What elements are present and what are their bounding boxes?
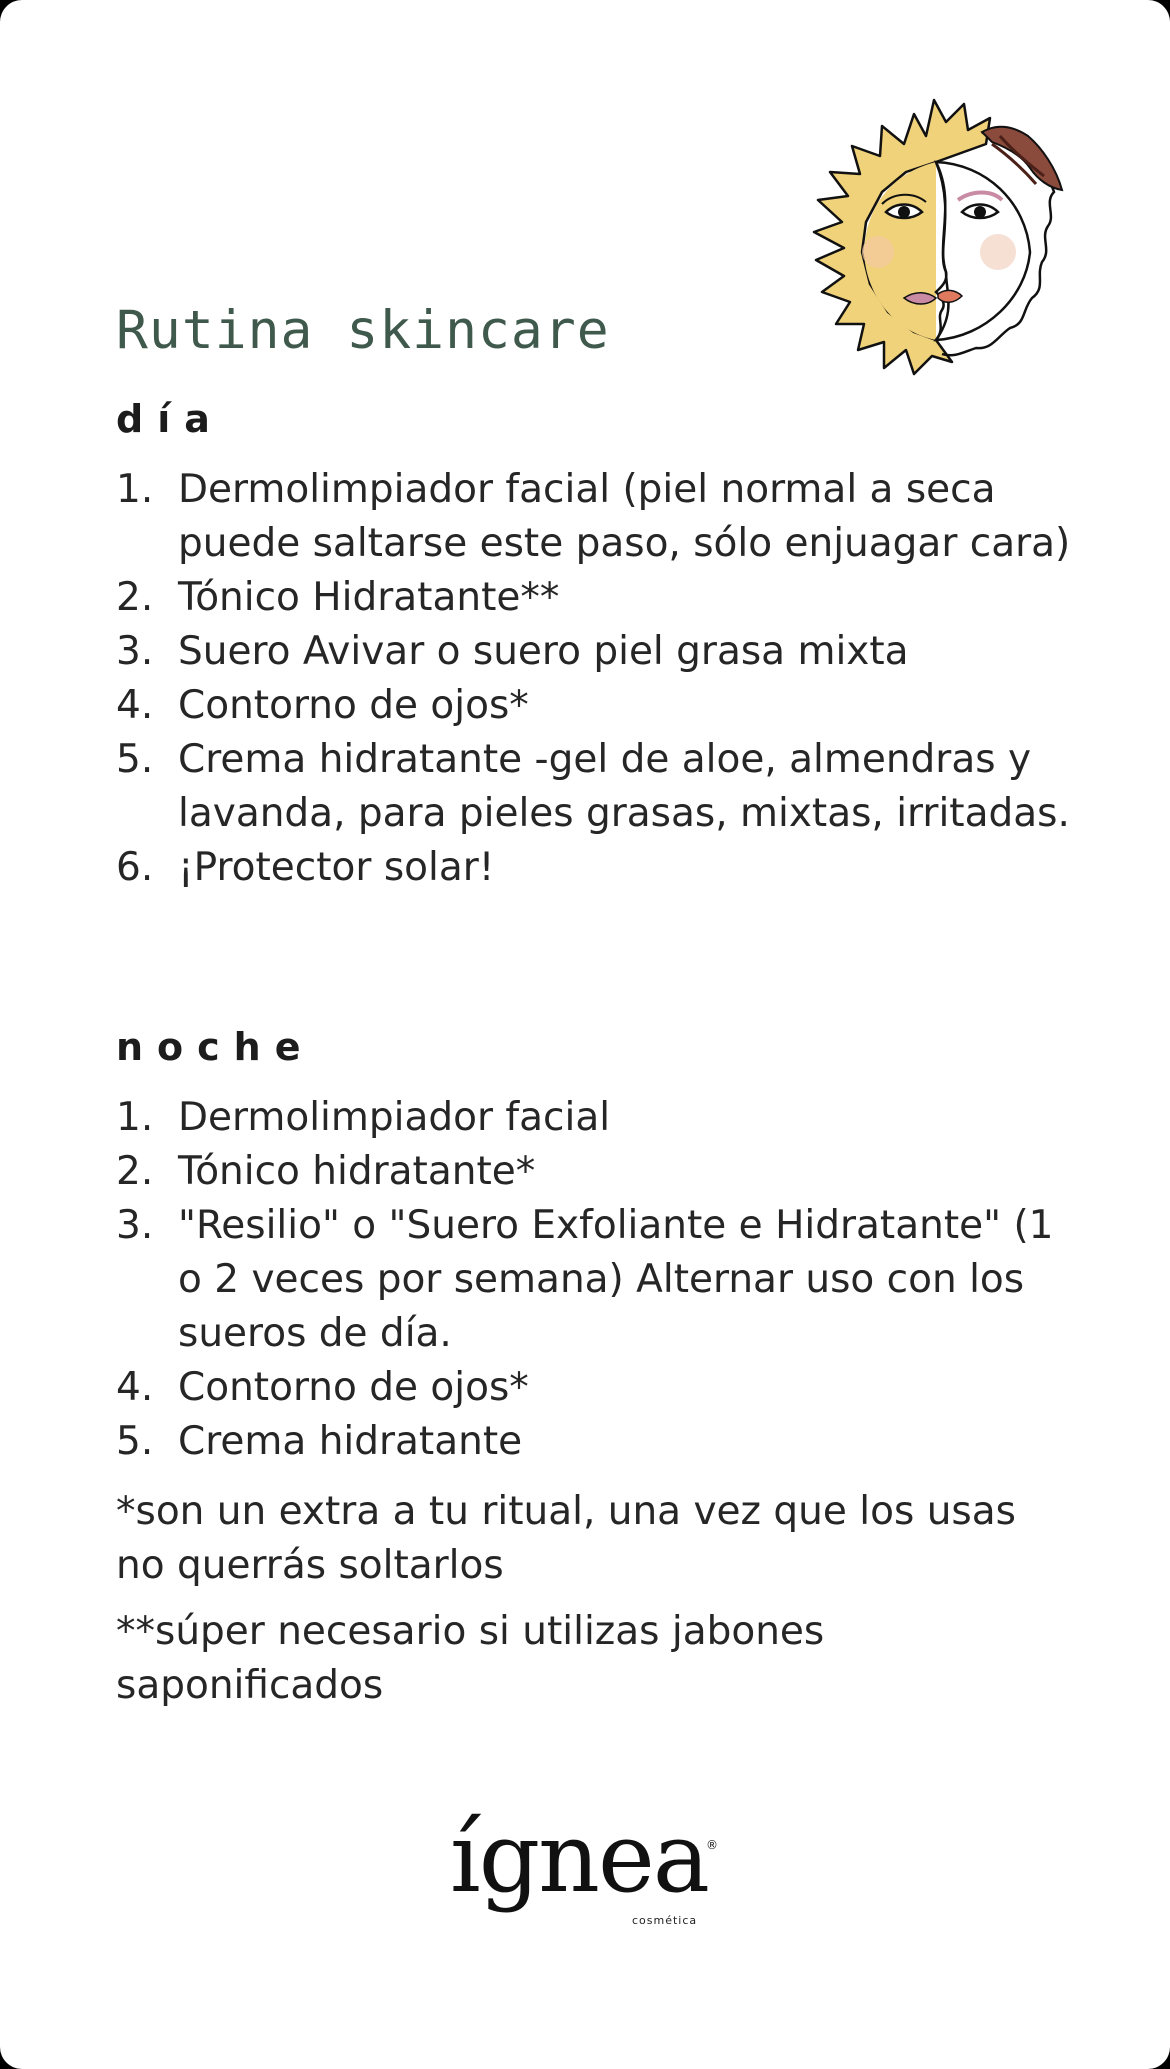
night-routine-list [116,1091,1076,1469]
footnote-double-asterisk: **súper necesario si utilizas jabones saponificados [116,1609,825,1708]
day-routine-list [116,463,1076,895]
list-item: 6. ¡Protector solar! [116,845,495,890]
list-item: 3. Suero Avivar o suero piel grasa mixta [116,629,909,674]
list-item: 4. Contorno de ojos* [116,683,529,728]
list-item: 5. Crema hidratante -gel de aloe, almendras y lavanda, para pieles grasas, mixtas, irritadas. [116,737,1070,836]
logo-subtitle: cosmética [632,1914,698,1927]
list-item: 4. Contorno de ojos* [116,1365,529,1410]
logo-wordmark: ígnea [450,1802,709,1914]
registered-mark: ® [706,1838,718,1852]
page-title: Rutina skincare [116,300,610,361]
list-item: 1. Dermolimpiador facial [116,1095,611,1140]
list-item: 2. Tónico hidratante* [116,1149,536,1194]
sun-moon-face-icon [786,92,1076,382]
list-item: 3. "Resilio" o "Suero Exfoliante e Hidratante" (1 o 2 veces por semana) Alternar uso con los sueros de día. [116,1203,1054,1356]
list-item: 1. Dermolimpiador facial (piel normal a seca puede saltarse este paso, sólo enjuagar cara) [116,467,1071,566]
brand-logo [450,1802,730,1930]
footnote-single-asterisk: *son un extra a tu ritual, una vez que los usas no querrás soltarlos [116,1489,1016,1588]
list-item: 2. Tónico Hidratante** [116,575,560,620]
section-heading-day: día [116,397,224,441]
section-heading-night: noche [116,1025,315,1069]
list-item: 5. Crema hidratante [116,1419,523,1464]
